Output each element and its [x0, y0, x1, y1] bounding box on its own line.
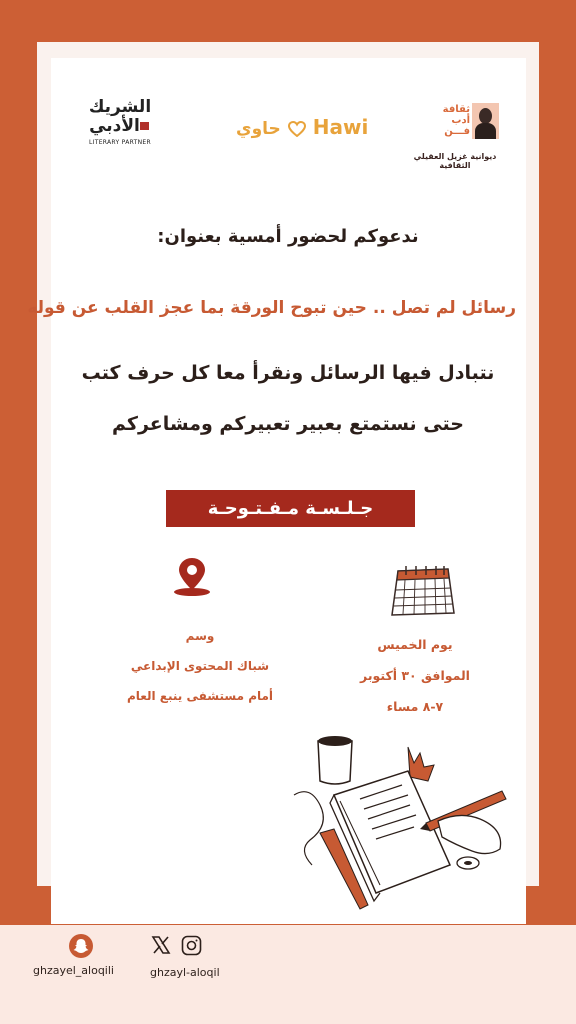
calendar-icon [388, 563, 458, 617]
diwan-name: ديوانية غزيل العقيلي الثقافية [413, 152, 497, 170]
diwan-logo [400, 100, 510, 170]
description-line-1: نتبادل فيها الرسائل ونقرأ معا كل حرف كتب [81, 362, 495, 384]
description-line-2: حتى نستمتع بعبير تعبيركم ومشاعركم [112, 413, 464, 435]
open-session-badge: جـلـسـة مـفـتـوحـة [166, 490, 415, 527]
host-portrait [472, 103, 499, 139]
map-pin-icon [170, 556, 214, 598]
heart-icon [288, 121, 306, 137]
writing-illustration [290, 725, 520, 920]
diwan-word-1: ثقافة [442, 104, 470, 115]
x-instagram-handle[interactable]: ghzayl-aloqil [150, 966, 220, 979]
partner-logo-line2: الأدبي [89, 116, 140, 136]
snapchat-icon [68, 933, 94, 959]
partner-logo-en: LITERARY PARTNER [89, 139, 151, 146]
hawi-logo-en: Hawi [312, 115, 369, 139]
schedule-date: الموافق ٣٠ أكتوبر [360, 668, 470, 683]
book-icon [140, 122, 149, 130]
hawi-logo [236, 115, 368, 145]
event-title: رسائل لم تصل .. حين تبوح الورقة بما عجز القلب عن قوله [27, 298, 516, 318]
literary-partner-logo [80, 98, 160, 146]
coffee-mug-icon [318, 736, 352, 784]
diwan-word-2: أدب [451, 115, 470, 126]
location-line-3: أمام مستشفى ينبع العام [126, 689, 274, 703]
snapchat-handle[interactable]: ghzayel_aloqili [33, 964, 114, 977]
invite-heading: ندعوكم لحضور أمسية بعنوان: [157, 226, 419, 247]
hawi-logo-ar: حاوي [236, 119, 281, 139]
schedule-time: ٧-٨ مساء [386, 699, 444, 714]
diwan-word-3: فـــن [444, 126, 470, 137]
instagram-icon [181, 935, 202, 956]
schedule-day: يوم الخميس [377, 637, 453, 652]
location-line-1: وسم [185, 629, 215, 643]
x-icon [150, 934, 172, 956]
location-line-2: شباك المحتوى الإبداعي [130, 659, 270, 673]
partner-logo-line1: الشريك [88, 97, 152, 117]
